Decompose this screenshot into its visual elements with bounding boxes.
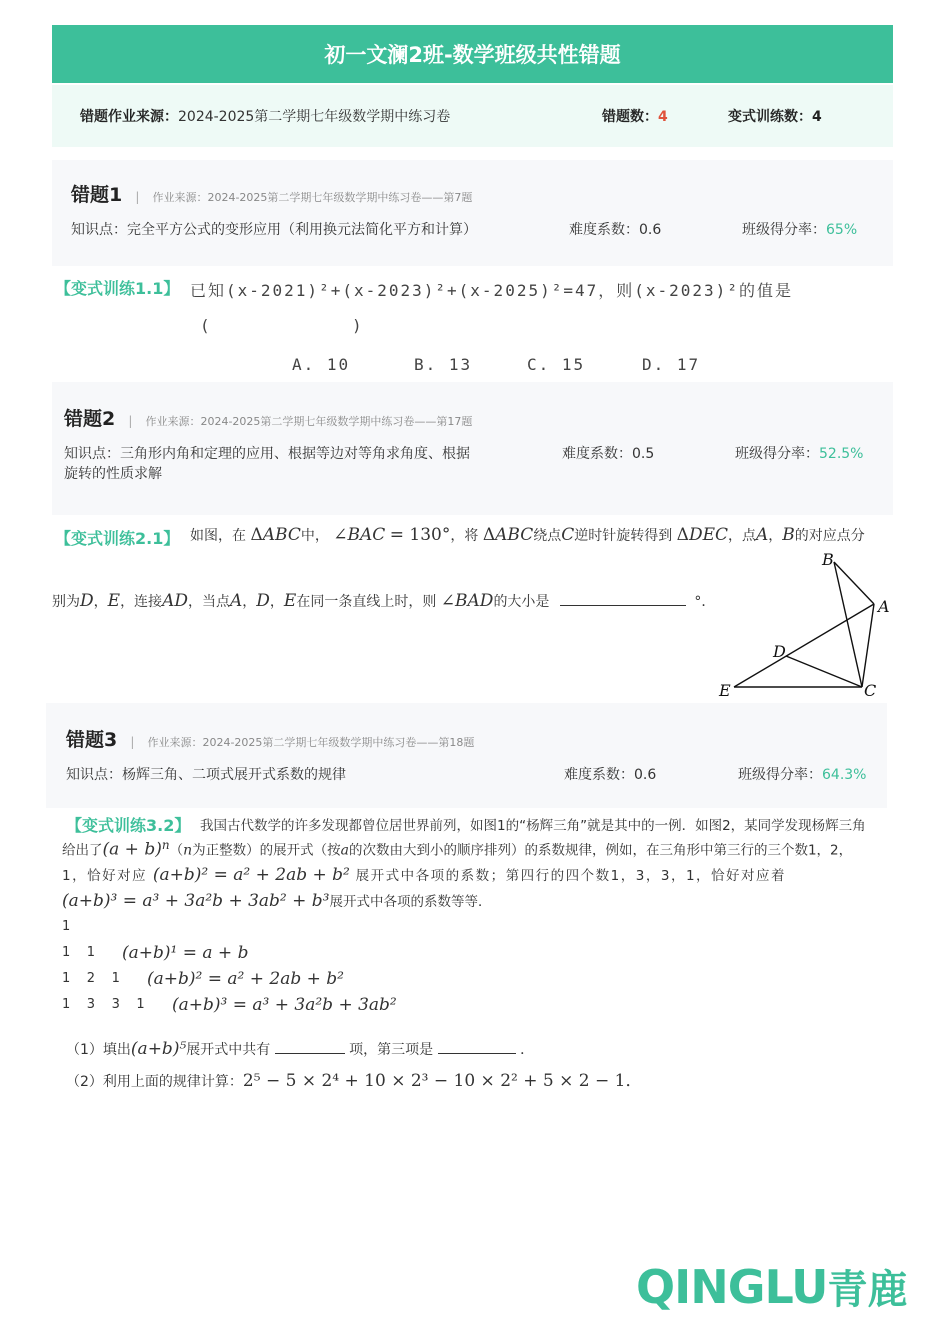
- math-bac: BAC: [347, 525, 386, 545]
- sub-question-1: [66, 1039, 534, 1059]
- math-abc: ABC: [262, 525, 301, 545]
- class-score: [735, 444, 863, 464]
- knowledge-point: 知识点：完全平方公式的变形应用（利用换元法简化平方和计算）: [71, 222, 477, 238]
- brand-logo: [636, 1258, 908, 1315]
- training-tag-2-1: 【变式训练2.1】: [55, 529, 180, 548]
- training-2-1-line-2: [52, 591, 715, 611]
- label-b: B: [822, 550, 834, 569]
- math-dec: DEC: [688, 525, 728, 545]
- math-a: A: [756, 525, 769, 545]
- angle-symbol: ∠: [333, 525, 348, 545]
- text: 的对应点分: [794, 528, 865, 544]
- text: 中，: [300, 528, 329, 544]
- math-sup: n: [161, 838, 170, 852]
- option-b: B. 13: [414, 355, 473, 374]
- text: 1，恰好对应: [62, 868, 148, 884]
- knowledge-point: [64, 444, 470, 484]
- text: 别为: [52, 594, 80, 610]
- line-ac: [862, 604, 874, 687]
- error-card-2-header: [64, 404, 472, 431]
- triangle-symbol: Δ: [482, 525, 496, 545]
- option-a: A. 10: [292, 355, 351, 374]
- math-n: n: [183, 842, 193, 859]
- text: ，将: [450, 528, 479, 544]
- math-b: B: [782, 525, 795, 545]
- text: 给出了: [62, 842, 103, 859]
- text: ，连接: [120, 594, 163, 610]
- text: 逆时针旋转得到: [574, 528, 673, 544]
- triangle-row-2-expr: (a+b)¹ = a + b: [122, 943, 249, 963]
- text: 的次数由大到小的顺序排列）的系数规律，例如，在三角形中第三行的三个数1，2，: [348, 842, 853, 859]
- text: ，点: [728, 528, 756, 544]
- math-a: A: [229, 591, 243, 611]
- text: °．: [694, 594, 716, 610]
- text: 绕点: [533, 528, 562, 544]
- error-source: 作业来源：2024-2025第二学期七年级数学期中练习卷——第18题: [147, 736, 475, 749]
- text: 展开式中各项的系数；第四行的四个数1，3，3，1，恰好对应着: [355, 868, 787, 884]
- source-info: [80, 106, 450, 126]
- math-expr: (a + b): [102, 839, 162, 860]
- triangle-row-4-expr: (a+b)³ = a³ + 3a²b + 3ab²: [172, 995, 397, 1015]
- error-title: 错题3: [66, 729, 118, 751]
- text: ，: [93, 594, 108, 610]
- text: 展开式中共有: [186, 1042, 271, 1058]
- text: ，: [242, 594, 257, 610]
- answer-paren-close: ): [352, 316, 364, 335]
- text: ，: [768, 528, 783, 544]
- knowledge-line-1: 知识点：三角形内角和定理的应用、根据等边对等角求角度、根据: [64, 446, 470, 462]
- knowledge-point: 知识点：杨辉三角、二项式展开式系数的规律: [66, 767, 346, 783]
- answer-paren-open: (: [200, 316, 212, 335]
- error-card-3: [46, 703, 887, 808]
- class-score: [738, 765, 866, 785]
- text: ，: [269, 594, 284, 610]
- text: 展开式中各项的系数等等．: [329, 894, 492, 910]
- text: 项，第三项是: [349, 1042, 434, 1058]
- separator: |: [130, 735, 135, 749]
- info-bar: [52, 85, 893, 147]
- training-2-1-line-1: [190, 525, 865, 545]
- math-d: D: [80, 591, 94, 611]
- triangle-row-3-expr: (a+b)² = a² + 2ab + b²: [147, 969, 344, 989]
- error-source: 作业来源：2024-2025第二学期七年级数学期中练习卷——第17题: [145, 415, 473, 428]
- option-d: D. 17: [642, 355, 701, 374]
- error-card-1-header: [71, 180, 472, 207]
- math-expr: (a+b)⁵: [130, 1039, 187, 1059]
- error-title: 错题2: [64, 408, 116, 430]
- triangle-symbol: Δ: [676, 525, 689, 545]
- label-a: A: [878, 597, 890, 616]
- math-ad: AD: [162, 591, 188, 611]
- training-tag-3-2: 【变式训练3.2】: [66, 816, 191, 835]
- page-title-text: 初一文澜2班-数学班级共性错题: [324, 43, 621, 67]
- training-3-2-line-1: 我国古代数学的许多发现都曾位居世界前列，如图1的“杨辉三角”就是其中的一例．如图2，某同学发现杨辉三角: [200, 818, 866, 834]
- math-e: E: [283, 591, 297, 611]
- math-130: = 130°: [389, 525, 451, 545]
- math-expr: 2⁵ − 5 × 2⁴ + 10 × 2³ − 10 × 2² + 5 × 2 − 1．: [242, 1071, 643, 1091]
- training-3-2-line-4: [62, 890, 492, 911]
- label-d: D: [773, 642, 786, 661]
- math-expr: (a+b)³ = a³ + 3a²b + 3ab² + b³: [62, 891, 330, 911]
- error-count-value: 4: [658, 109, 668, 125]
- label-e: E: [719, 681, 731, 700]
- math-c: C: [561, 525, 575, 545]
- line-dc: [786, 656, 862, 687]
- knowledge-line-2: 旋转的性质求解: [64, 466, 162, 482]
- text: ，当点: [187, 594, 230, 610]
- error-card-2: [52, 382, 893, 515]
- score-label: 班级得分率：: [742, 222, 826, 238]
- training-3-2-line-3: [62, 864, 786, 885]
- text: 在同一条直线上时，则: [296, 594, 437, 610]
- error-title: 错题1: [71, 184, 123, 206]
- math-e: E: [107, 591, 121, 611]
- score-value: 65%: [826, 222, 858, 238]
- triangle-row-1-nums: 1: [62, 919, 71, 934]
- geometry-figure: [712, 548, 898, 704]
- training-count-label: 变式训练数：: [728, 109, 812, 125]
- math-d: D: [256, 591, 270, 611]
- label-c: C: [864, 681, 877, 700]
- answer-blank-third-term[interactable]: [438, 1053, 516, 1054]
- source-value: 2024-2025第二学期七年级数学期中练习卷: [178, 109, 451, 125]
- error-card-3-header: [66, 725, 474, 752]
- score-label: 班级得分率：: [735, 446, 819, 462]
- text: （1）填出: [66, 1042, 131, 1058]
- error-count-label: 错题数：: [602, 109, 658, 125]
- error-source: 作业来源：2024-2025第二学期七年级数学期中练习卷——第7题: [152, 191, 473, 204]
- figure-lines: [734, 562, 874, 687]
- page-title: [52, 25, 893, 83]
- text: 的大小是: [493, 594, 550, 610]
- logo-cjk: 青鹿: [827, 1267, 908, 1313]
- score-label: 班级得分率：: [738, 767, 822, 783]
- score-value: 52.5%: [819, 446, 864, 462]
- math-expr: (a+b)² = a² + 2ab + b²: [152, 865, 350, 885]
- answer-blank[interactable]: [560, 605, 686, 606]
- triangle-row-3-nums: 1 2 1: [62, 971, 120, 986]
- triangle-row-2-nums: 1 1: [62, 945, 96, 960]
- math-bad: BAD: [455, 591, 494, 611]
- text: （2）利用上面的规律计算：: [66, 1074, 243, 1090]
- text: ．: [520, 1042, 535, 1058]
- angle-symbol: ∠: [440, 591, 456, 611]
- score-value: 64.3%: [822, 767, 867, 783]
- difficulty: 难度系数：0.6: [564, 767, 657, 783]
- training-count-value: 4: [812, 109, 822, 125]
- text: 如图，在: [190, 528, 246, 544]
- difficulty: 难度系数：0.5: [562, 446, 655, 462]
- training-1-1-stem: 已知(x-2021)²+(x-2023)²+(x-2025)²=47，则(x-2023)²的值是: [190, 281, 793, 300]
- line-ba: [834, 562, 874, 604]
- sub-question-2: [66, 1066, 642, 1091]
- training-count: [728, 106, 822, 126]
- training-tag-1-1: 【变式训练1.1】: [55, 279, 180, 298]
- text: 为正整数）的展开式（按: [192, 842, 341, 859]
- text: （: [169, 842, 184, 859]
- error-count: [602, 106, 668, 126]
- triangle-row-4-nums: 1 3 3 1: [62, 997, 145, 1012]
- math-a: a: [340, 842, 349, 859]
- triangle-symbol: Δ: [250, 525, 263, 545]
- training-3-2-line-2: [62, 838, 852, 860]
- separator: |: [128, 414, 133, 428]
- source-label: 错题作业来源：: [80, 109, 178, 125]
- answer-blank-terms[interactable]: [275, 1053, 345, 1054]
- logo-latin: QINGLU: [636, 1260, 828, 1314]
- math-abc: ABC: [495, 525, 534, 545]
- error-card-1: [52, 160, 893, 266]
- class-score: [742, 220, 857, 240]
- difficulty: 难度系数：0.6: [569, 222, 662, 238]
- separator: |: [135, 190, 140, 204]
- option-c: C. 15: [527, 355, 586, 374]
